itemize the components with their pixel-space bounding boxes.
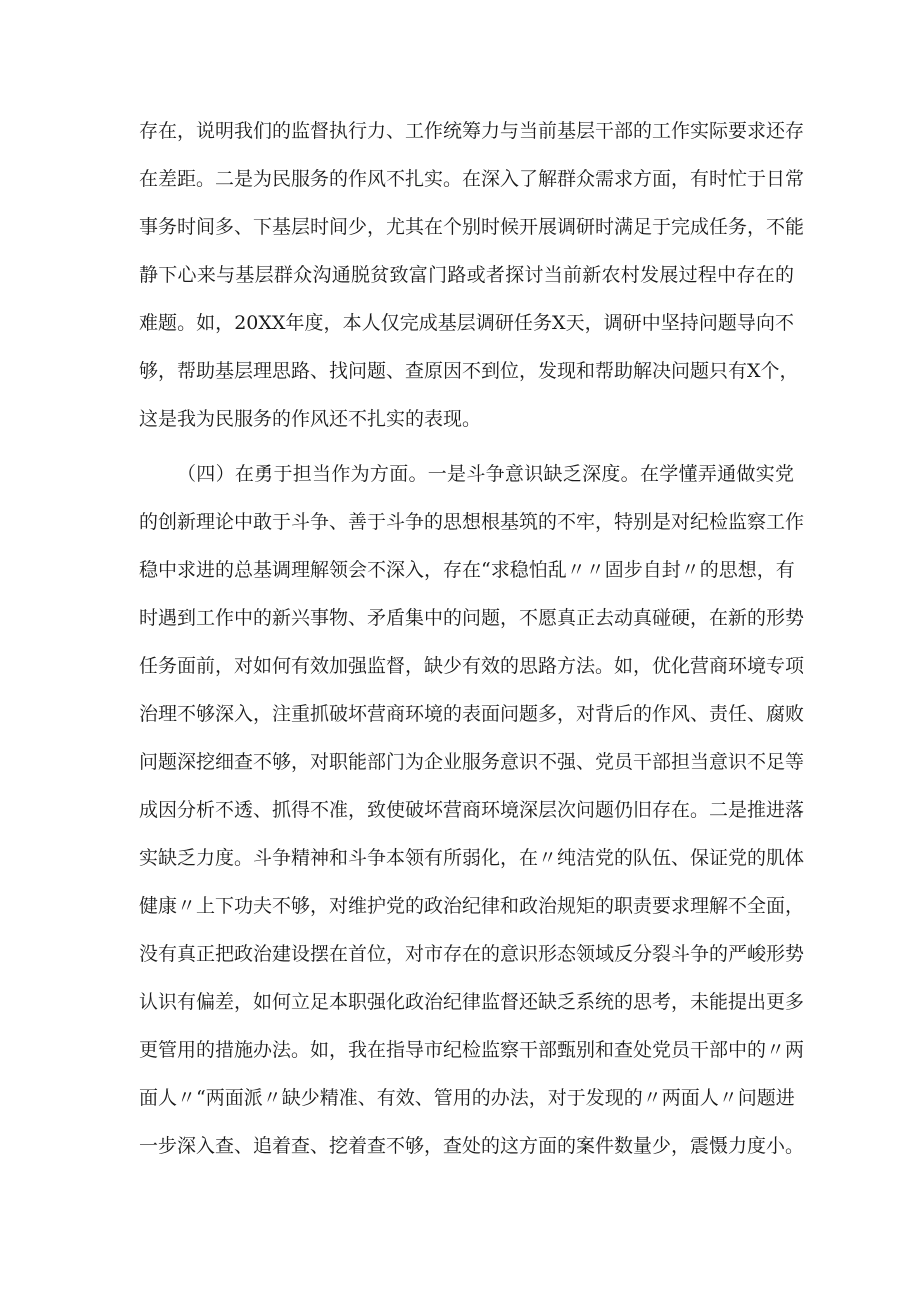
paragraph-line: 认识有偏差，如何立足本职强化政治纪律监督还缺乏系统的思考，未能提出更多 — [139, 991, 805, 1013]
paragraph-line: 健康〃上下功夫不够，对维护党的政治纪律和政治规矩的职责要求理解不全面， — [139, 895, 805, 917]
paragraph-line: 事务时间多、下基层时间少，尤其在个别时候开展调研时满足于完成任务，不能 — [139, 216, 805, 238]
paragraph-line: 在差距。二是为民服务的作风不扎实。在深入了解群众需求方面，有时忙于日常 — [139, 168, 805, 190]
paragraph-line: 时遇到工作中的新兴事物、矛盾集中的问题，不愿真正去动真碰硬，在新的形势 — [139, 607, 805, 629]
paragraph-line: 一步深入查、追着查、挖着查不够，查处的这方面的案件数量少，震慑力度小。 — [139, 1135, 805, 1157]
paragraph-line: 任务面前，对如何有效加强监督，缺少有效的思路方法。如，优化营商环境专项 — [139, 655, 805, 677]
paragraph-line: 这是我为民服务的作风还不扎实的表现。 — [139, 408, 482, 430]
paragraph-line: 存在，说明我们的监督执行力、工作统筹力与当前基层干部的工作实际要求还存 — [139, 120, 805, 142]
paragraph-line: 静下心来与基层群众沟通脱贫致富门路或者探讨当前新农村发展过程中存在的 — [139, 264, 794, 286]
paragraph-line: 没有真正把政治建设摆在首位，对市存在的意识形态领域反分裂斗争的严峻形势 — [139, 943, 805, 965]
paragraph-service-style — [139, 107, 805, 443]
paragraph-line: 稳中求进的总基调理解领会不深入，存在“求稳怕乱〃〃固步自封〃的思想，有 — [139, 559, 795, 581]
paragraph-line: 成因分析不透、抓得不准，致使破坏营商环境深层次问题仍旧存在。二是推进落 — [139, 799, 805, 821]
paragraph-line: 够，帮助基层理思路、找问题、查原因不到位，发现和帮助解决问题只有X个， — [139, 360, 799, 382]
paragraph-heading-line: （四）在勇于担当作为方面。一是斗争意识缺乏深度。在学懂弄通做实党 — [177, 463, 794, 485]
paragraph-line: 更管用的措施办法。如，我在指导市纪检监察干部甄别和查处党员干部中的〃两 — [139, 1039, 805, 1061]
paragraph-line: 治理不够深入，注重抓破坏营商环境的表面问题多，对背后的作风、责任、腐败 — [139, 703, 805, 725]
paragraph-line: 难题。如，20XX年度，本人仅完成基层调研任务X天，调研中坚持问题导向不 — [139, 312, 794, 334]
paragraph-line: 问题深挖细查不够，对职能部门为企业服务意识不强、党员干部担当意识不足等 — [139, 751, 805, 773]
paragraph-line: 实缺乏力度。斗争精神和斗争本领有所弱化，在〃纯洁党的队伍、保证党的肌体 — [139, 847, 805, 869]
paragraph-line: 面人〃“两面派〃缺少精准、有效、管用的办法，对于发现的〃两面人〃问题进 — [139, 1087, 795, 1109]
paragraph-line: 的创新理论中敢于斗争、善于斗争的思想根基筑的不牢，特别是对纪检监察工作 — [139, 511, 805, 533]
paragraph-responsibility — [139, 450, 805, 1170]
